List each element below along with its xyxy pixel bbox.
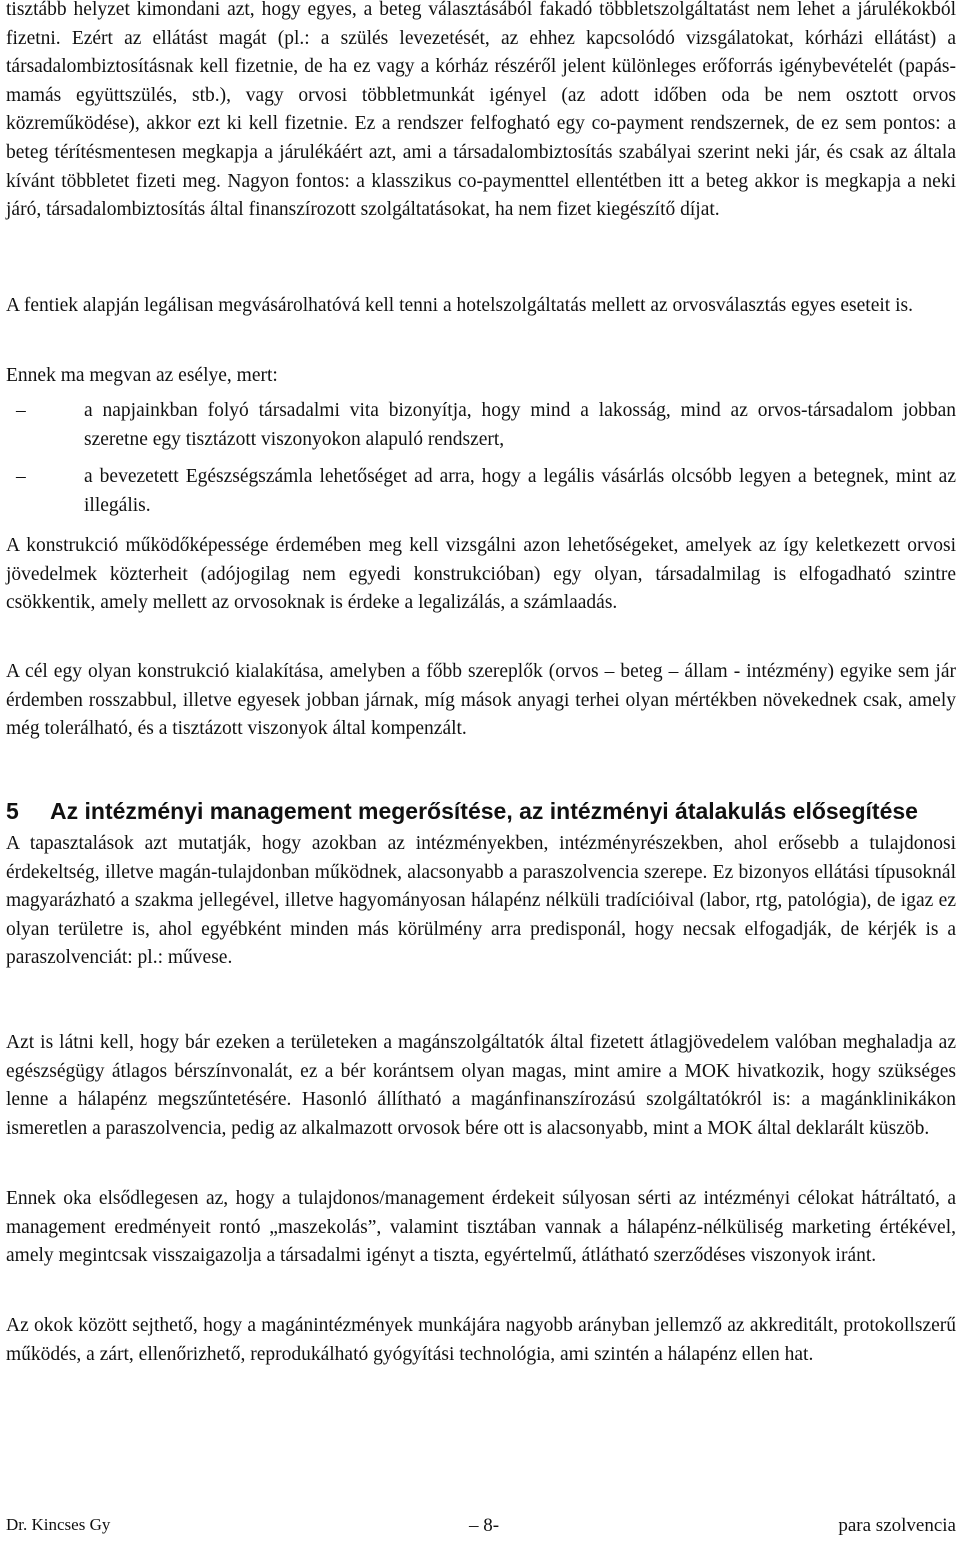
section-title: Az intézményi management megerősítése, az intézményi átalakulás elősegítése (50, 798, 918, 824)
page-footer (6, 1515, 956, 1539)
paragraph-goal: A cél egy olyan konstrukció kialakítása, amelyben a főbb szereplők (orvos – beteg – állam - intézmény) egyike sem jár érdemben rosszabbul, illetve egyesek jobban járnak, míg mások anyagi terhei olyan mértékben növekednek csak, amely még tolerálható, és a tisztázott viszonyok által kompenzált. (6, 661, 956, 740)
paragraph-legal-purchase: A fentiek alapján legálisan megvásárolhatóvá kell tenni a hotelszolgáltatás mellett az orvosválasztás egyes eseteit is. (6, 295, 913, 316)
paragraph-experiences: A tapasztalások azt mutatják, hogy azokban az intézményekben, intézményrészekben, ahol erősebb a tulajdonosi érdekeltség, illetve magán-tulajdonban működnek, alacsonyabb a paraszolvencia szerepe. Ez bizonyos ellátási típusoknál magyarázható a szakma jellegével, illetve hagyományosan hálapénz nélküli tradícióival (labor, rtg, patológia), de igaz ez olyan területre is, ahol egyébként minden más körülmény arra predisponál, hogy necsak elfogadják, de kérjék is a paraszolvenciát: pl.: művese. (6, 833, 956, 969)
bullet-text: a bevezetett Egészségszámla lehetőséget ad arra, hogy a legális vásárlás olcsóbb legyen a betegnek, mint az illegális. (84, 466, 956, 516)
footer-page-number: – 8- (469, 1515, 500, 1536)
paragraph-copayment: tisztább helyzet kimondani azt, hogy egyes, a beteg választásából fakadó többletszolgáltatást nem lehet a járulékokból fizetni. Ezért az ellátást magát (pl.: a szülés levezetését, az ehhez kapcsolódó vizsgálatokat, kórházi ellátást) a társadalombiztosításnak kell fizetnie, de ha ez vagy a kórház részéről jelent különleges erőforrás igénybevételét (papás-mamás együttszülés, stb.), vagy orvosi többletmunkát igényel (az adott időben oda be nem osztott orvos közreműködése), akkor ezt ki kell fizetnie. Ez a rendszer felfogható egy co-payment rendszernek, de ez sem pontos: a beteg térítésmentesen megkapja a járulékáért azt, ami a társadalombiztosítás szabályai szerint neki jár, és csak az általa kívánt többletet fizeti meg. Nagyon fontos: a klasszikus co-paymenttel ellentétben itt a beteg akkor is megkapja a neki járó, társadalombiztosítás által finanszírozott szolgáltatásokat, ha nem fizet kiegészítő díjat. (6, 0, 956, 221)
paragraph-construction: A konstrukció működőképessége érdemében meg kell vizsgálni azon lehetőségeket, amelyek az így keletkezett orvosi jövedelmek közterheit (adójogilag nem egyedi konstrukcióban) egy olyan, társadalmilag is elfogadható szintre csökkentik, amely mellett az orvosoknak is érdeke a legalizálás, a számlaadás. (6, 535, 956, 614)
paragraph-income: Azt is látni kell, hogy bár ezeken a területeken a magánszolgáltatók által fizetett átlagjövedelem valóban meghaladja az egészségügy átlagos bérszínvonalát, ez a bér korántsem olyan magas, mint amire a MOK hivatkozik, hogy szükséges lenne a hálapénz megszűntetésére. Hasonló állítható a magánfinanszírozású szolgáltatókról is: a magánklinikákon ismeretlen a paraszolvencia, pedig az alkalmazott orvosok bére ott is alacsonyabb, mint a MOK által deklarált küszöb. (6, 1032, 956, 1139)
footer-topic: para szolvencia (838, 1515, 956, 1536)
paragraph-causes: Az okok között sejthető, hogy a magánintézmények munkájára nagyobb arányban jellemző az akkreditált, protokollszerű működés, a zárt, ellenőrizhető, reprodukálható gyógyítási technológia, ami szintén a hálapénz ellen hat. (6, 1315, 956, 1365)
paragraph-chance-intro: Ennek ma megvan az esélye, mert: (6, 365, 278, 386)
bullet-text: a napjainkban folyó társadalmi vita bizonyítja, hogy mind a lakosság, mind az orvos-társadalom jobban szeretne egy tisztázott viszonyokon alapuló rendszert, (84, 400, 956, 450)
section-number: 5 (6, 798, 19, 824)
footer-author: Dr. Kincses Gy (6, 1515, 111, 1534)
bullet-dash: – (16, 466, 26, 487)
paragraph-reason: Ennek oka elsődlegesen az, hogy a tulajdonos/management érdekeit súlyosan sérti az intézményi célokat hátráltató, a management eredményeit rontó „maszekolás”, valamint tisztában vannak a hálapénz-nélküliség marketing értékével, amely megintcsak visszaigazolja a társadalmi igényt a tiszta, egyértelmű, átlátható szerződéses viszonyok iránt. (6, 1188, 956, 1267)
section-heading (6, 796, 956, 826)
bullet-dash: – (16, 400, 26, 421)
